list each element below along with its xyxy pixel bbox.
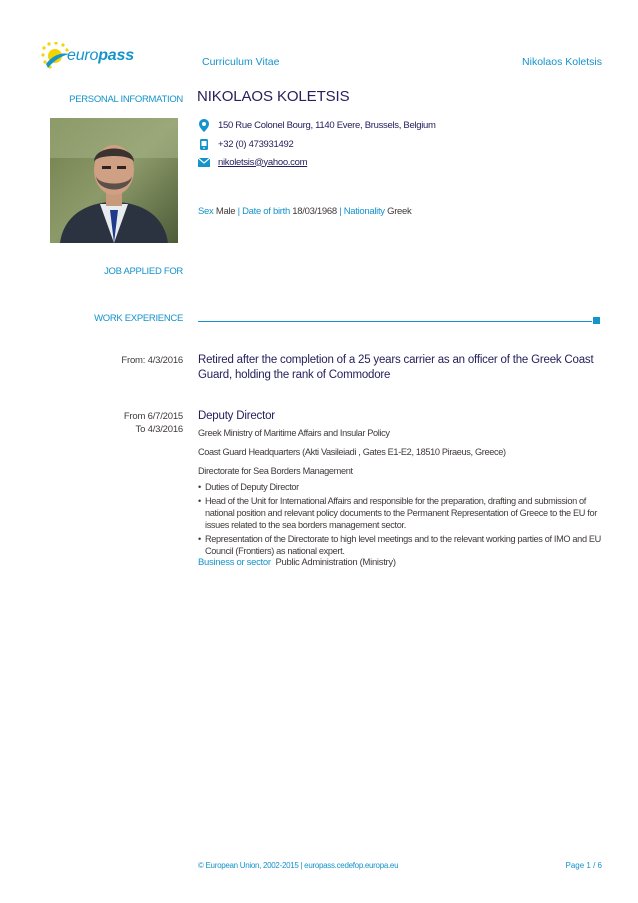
address-row [198, 119, 436, 131]
list-item: • Representation of the Directorate to high level meetings and to the relevant working parties of IMO and EU Council (Frontiers) as national expert. [198, 533, 608, 557]
work-2-date-to: To 4/3/2016 [135, 424, 183, 435]
phone-icon [198, 138, 210, 150]
doc-title: Curriculum Vitae [202, 56, 280, 68]
europass-logo [40, 44, 140, 70]
address-text: 150 Rue Colonel Bourg, 1140 Evere, Brussels, Belgium [218, 119, 436, 131]
full-name: NIKOLAOS KOLETSIS [197, 88, 350, 105]
work-2-department: Directorate for Sea Borders Management [198, 466, 353, 476]
work-2-employer: Greek Ministry of Maritime Affairs and Insular Policy [198, 428, 390, 438]
dob-label: Date of birth [242, 206, 290, 217]
nationality-label: Nationality [343, 206, 385, 217]
email-link[interactable]: nikoletsis@yahoo.com [218, 156, 308, 168]
location-pin-icon [198, 119, 210, 131]
eu-stars-icon [40, 42, 70, 70]
nationality-value: Greek [387, 206, 412, 217]
logo-text-pass: pass [98, 47, 134, 64]
profile-photo [50, 118, 178, 243]
header-person-name: Nikolaos Koletsis [522, 56, 602, 68]
work-2-sector [198, 557, 396, 568]
email-icon [198, 156, 210, 168]
footer-copyright: © European Union, 2002-2015 | europass.cedefop.europa.eu [198, 861, 399, 870]
section-divider [198, 321, 592, 322]
phone-row [198, 138, 293, 150]
work-2-location: Coast Guard Headquarters (Akti Vasileiadi , Gates E1-E2, 18510 Piraeus, Greece) [198, 447, 506, 457]
footer-page-number: Page 1 / 6 [565, 861, 602, 870]
work-2-duties-list [198, 481, 608, 559]
email-row [198, 156, 307, 168]
sex-value: Male [215, 206, 236, 217]
work-2-date-from: From 6/7/2015 [123, 411, 183, 422]
section-work-experience: WORK EXPERIENCE [94, 313, 183, 324]
sex-label: Sex [198, 206, 214, 217]
divider-square [593, 317, 600, 324]
personal-details-line [198, 206, 411, 217]
sector-value: Public Administration (Ministry) [275, 557, 396, 568]
work-2-date [124, 410, 183, 436]
sector-label: Business or sector [198, 557, 271, 568]
separator: | [339, 206, 342, 217]
section-job-applied-for: JOB APPLIED FOR [104, 266, 183, 277]
dob-value: 18/03/1968 [292, 206, 337, 217]
list-item: • Head of the Unit for International Affairs and responsible for the preparation, drafting and submission of national position and relevant policy documents to the Permanent Representation of Greece to the EU for issues related to the sea borders management sector. [198, 495, 608, 531]
work-2-title: Deputy Director [198, 410, 275, 422]
work-1-date-from: From: 4/3/2016 [121, 355, 183, 366]
work-1-title: Retired after the completion of a 25 years carrier as an officer of the Greek Coast Guard, holding the rank of Commodore [198, 354, 594, 381]
phone-text: +32 (0) 473931492 [218, 138, 294, 150]
work-1-date [121, 354, 183, 367]
separator: | [237, 206, 240, 217]
list-item: • Duties of Deputy Director [198, 481, 608, 493]
logo-text-euro: euro [67, 47, 99, 64]
section-personal-information: PERSONAL INFORMATION [69, 94, 183, 105]
